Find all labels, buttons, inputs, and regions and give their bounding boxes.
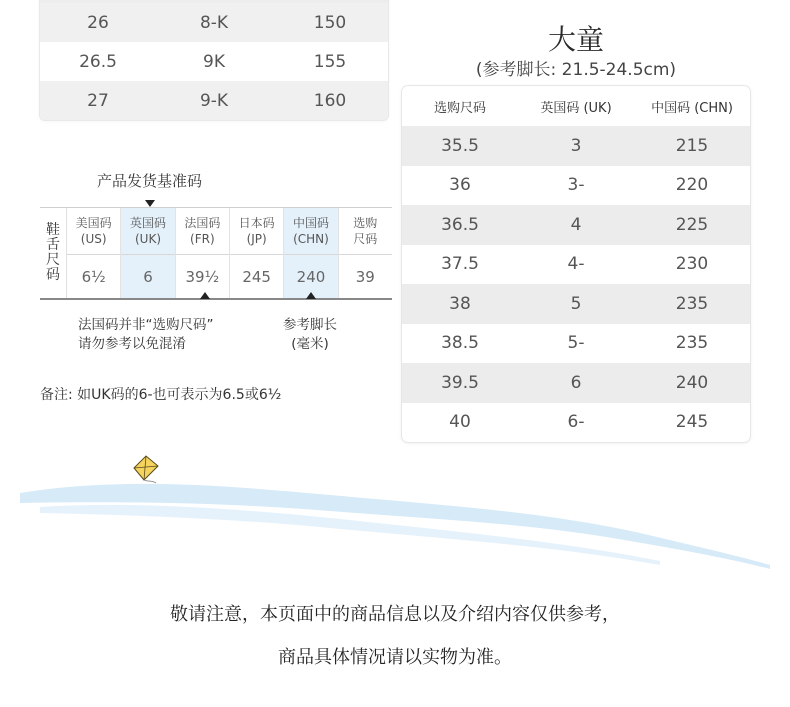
column-header: 英国码 (UK) bbox=[540, 100, 612, 116]
table-cell: 4- bbox=[567, 254, 585, 275]
table-header bbox=[402, 86, 750, 126]
shipping-size-table bbox=[40, 207, 392, 300]
table-cell: 6 bbox=[570, 372, 582, 393]
table-row bbox=[402, 205, 750, 245]
table-cell: 3- bbox=[567, 175, 585, 196]
table-cell: 6- bbox=[567, 412, 585, 433]
size-column-jp bbox=[230, 208, 284, 298]
side-label-char: 尺 bbox=[46, 252, 60, 268]
table-cell: 9K bbox=[203, 51, 225, 72]
wave-decoration bbox=[0, 455, 790, 585]
size-group-subtitle: (参考脚长: 21.5-24.5cm) bbox=[475, 60, 677, 80]
size-column-select bbox=[339, 208, 392, 298]
column-header bbox=[121, 208, 174, 255]
size-table-kids bbox=[402, 86, 750, 442]
table-row bbox=[402, 166, 750, 206]
table-cell: 240 bbox=[675, 372, 709, 393]
size-remark: 备注: 如UK码的6-也可表示为6.5或6½ bbox=[40, 387, 282, 403]
header-line: (JP) bbox=[246, 232, 267, 246]
header-line: (CHN) bbox=[293, 232, 329, 246]
header-line: 选购 bbox=[353, 216, 378, 230]
fr-size-note bbox=[78, 316, 214, 354]
table-cell: 5- bbox=[567, 333, 585, 354]
table-cell: 8-K bbox=[199, 12, 229, 33]
column-header bbox=[230, 208, 283, 255]
note-line: 请勿参考以免混淆 bbox=[78, 336, 186, 352]
side-label-char: 舌 bbox=[46, 237, 60, 253]
header-line: 法国码 bbox=[184, 216, 221, 230]
disclaimer-line-1: 敬请注意，本页面中的商品信息以及介绍内容仅供参考， bbox=[170, 604, 620, 625]
table-cell: 35.5 bbox=[441, 135, 479, 156]
note-line: (毫米) bbox=[291, 336, 329, 352]
table-row bbox=[402, 363, 750, 403]
size-value: 6 bbox=[143, 267, 153, 286]
table-row bbox=[40, 81, 388, 120]
table-row bbox=[402, 126, 750, 166]
down-arrow-icon bbox=[145, 200, 155, 207]
table-cell: 38 bbox=[449, 293, 471, 314]
table-cell: 9-K bbox=[199, 90, 229, 111]
table-cell: 150 bbox=[313, 12, 347, 33]
table-cell: 230 bbox=[675, 254, 709, 275]
size-column-chn bbox=[284, 208, 338, 298]
table-row bbox=[40, 3, 388, 42]
table-cell: 160 bbox=[313, 90, 347, 111]
header-line: 美国码 bbox=[75, 216, 112, 230]
column-header: 选购尺码 bbox=[433, 100, 486, 116]
table-cell: 37.5 bbox=[441, 254, 479, 275]
shipping-size-title: 产品发货基准码 bbox=[97, 172, 203, 190]
header-line: (FR) bbox=[190, 232, 215, 246]
size-value: 6½ bbox=[81, 267, 106, 286]
table-cell: 155 bbox=[313, 51, 347, 72]
note-line: 法国码并非“选购尺码” bbox=[78, 317, 214, 333]
column-header bbox=[284, 208, 337, 255]
size-column-us bbox=[67, 208, 121, 298]
size-value: 39 bbox=[355, 267, 375, 286]
size-value: 240 bbox=[296, 267, 326, 286]
column-header bbox=[339, 208, 392, 255]
header-line: (UK) bbox=[134, 232, 161, 246]
table-cell: 235 bbox=[675, 333, 709, 354]
table-cell: 225 bbox=[675, 214, 709, 235]
table-cell: 39.5 bbox=[441, 372, 479, 393]
table-row bbox=[402, 245, 750, 285]
table-cell: 4 bbox=[570, 214, 582, 235]
table-cell: 215 bbox=[675, 135, 709, 156]
table-cell: 36.5 bbox=[441, 214, 479, 235]
disclaimer-line-2: 商品具体情况请以实物为准。 bbox=[278, 647, 512, 668]
table-row bbox=[40, 42, 388, 81]
header-line: (US) bbox=[80, 232, 107, 246]
column-header bbox=[176, 208, 229, 255]
table-cell: 40 bbox=[449, 412, 471, 433]
table-cell: 27 bbox=[87, 90, 109, 111]
table-cell: 26 bbox=[87, 12, 109, 33]
side-label-char: 鞋 bbox=[46, 222, 60, 238]
side-label-char: 码 bbox=[46, 267, 60, 283]
column-header bbox=[67, 208, 120, 255]
table-cell: 5 bbox=[570, 293, 582, 314]
header-line: 尺码 bbox=[353, 232, 378, 246]
table-cell: 38.5 bbox=[441, 333, 479, 354]
table-cell: 220 bbox=[675, 175, 709, 196]
header-line: 日本码 bbox=[238, 216, 275, 230]
size-table-small bbox=[40, 0, 388, 120]
table-cell: 26.5 bbox=[79, 51, 117, 72]
table-row bbox=[402, 324, 750, 364]
table-row bbox=[402, 403, 750, 443]
size-group-title: 大童 bbox=[547, 23, 604, 56]
up-arrow-icon bbox=[306, 292, 316, 299]
up-arrow-icon bbox=[200, 292, 210, 299]
size-column-uk bbox=[121, 208, 175, 298]
kite-icon bbox=[128, 452, 164, 486]
table-cell: 36 bbox=[449, 175, 471, 196]
table-cell: 245 bbox=[675, 412, 709, 433]
column-header: 中国码 (CHN) bbox=[651, 100, 733, 116]
size-value: 39½ bbox=[185, 267, 220, 286]
table-cell: 3 bbox=[570, 135, 582, 156]
tongue-size-label bbox=[40, 208, 67, 298]
table-row bbox=[402, 284, 750, 324]
size-column-fr bbox=[176, 208, 230, 298]
foot-length-note bbox=[272, 316, 348, 354]
header-line: 英国码 bbox=[129, 216, 166, 230]
header-line: 中国码 bbox=[292, 216, 329, 230]
size-value: 245 bbox=[242, 267, 271, 286]
note-line: 参考脚长 bbox=[283, 317, 337, 333]
table-cell: 235 bbox=[675, 293, 709, 314]
